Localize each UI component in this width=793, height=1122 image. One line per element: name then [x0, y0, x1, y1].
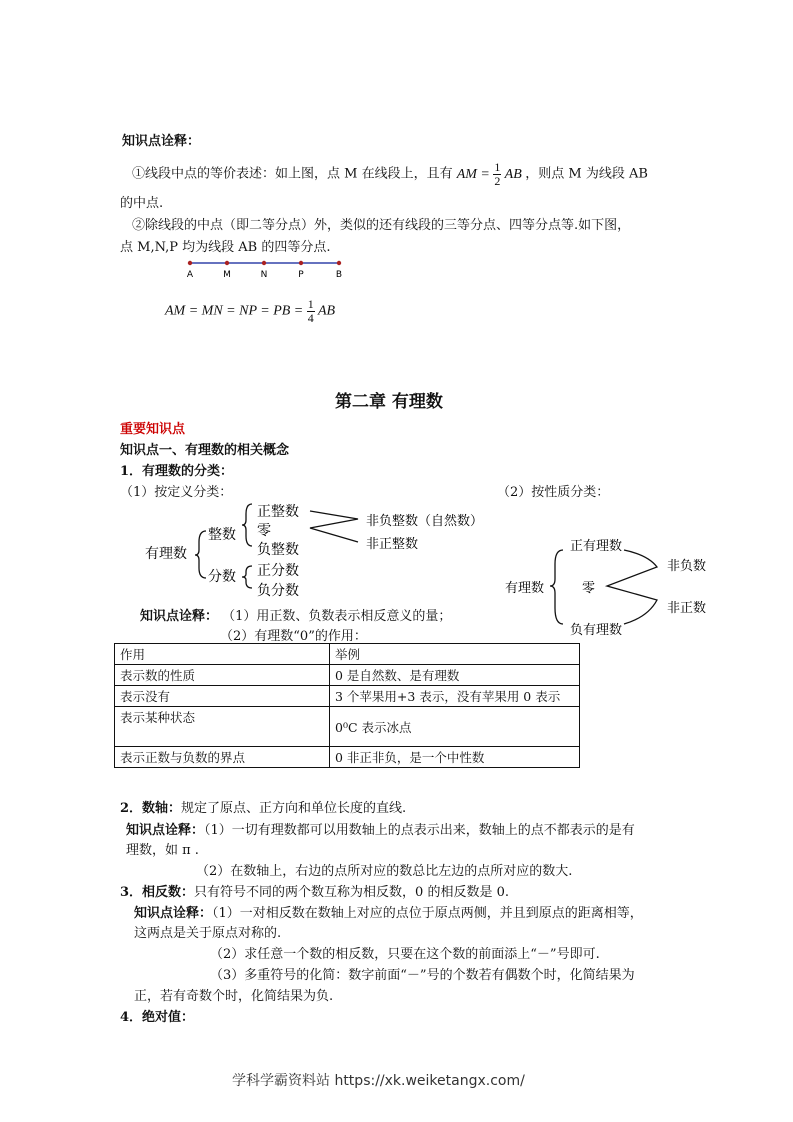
zero-label: 零: [582, 581, 596, 596]
point-a: [188, 261, 192, 265]
negative-label: 负有理数: [570, 623, 623, 638]
formula-lhs: AM =: [456, 166, 490, 182]
label-n: N: [260, 270, 268, 280]
fraction-label: 分数: [208, 569, 236, 585]
point-p: [299, 261, 303, 265]
property-root-label: 有理数: [505, 581, 545, 596]
chapter-title: 第二章 有理数: [335, 392, 443, 412]
nonneg-int-label: 非负整数（自然数）: [366, 514, 484, 529]
zero-function-table: [114, 643, 580, 768]
section-3-label: 3．相反数：: [120, 885, 195, 900]
section-2-note2: （2）在数轴上，右边的点所对应的数总比左边的点所对应的数大.: [196, 864, 573, 879]
section-2-note1-cont: 理数，如 π .: [126, 843, 199, 858]
table-cell: 表示数的性质: [115, 665, 330, 686]
point-n: [262, 261, 266, 265]
table-header-row: [115, 644, 580, 665]
section-3-note1: [134, 902, 643, 921]
formula-rhs: AB: [504, 166, 522, 182]
label-p: P: [298, 270, 304, 280]
table-header-cell: 举例: [330, 644, 580, 665]
note-midpoint-text: ①线段中点的等价表述：如上图，点 M 在线段上，且有: [132, 166, 453, 182]
brace-integer: [242, 504, 252, 546]
section-3-note3-cont: 正，若有奇数个时，化简结果为负.: [134, 989, 334, 1004]
section-3-note-label: 知识点诠释：: [134, 906, 213, 921]
quarter-rhs: AB: [318, 303, 336, 319]
neg-frac-label: 负分数: [257, 583, 299, 599]
brace-root: [195, 531, 206, 578]
section-2-label: 2．数轴：: [120, 801, 182, 816]
section-3-note1-cont: 这两点是关于原点对称的.: [134, 926, 282, 941]
table-row: [115, 665, 580, 686]
frac-den: 2: [494, 174, 501, 188]
table-row: [115, 707, 580, 747]
classification-by-property: [500, 530, 720, 640]
notes-heading: 知识点诠释：: [122, 134, 201, 149]
fraction-quarter: [307, 298, 315, 325]
table-header-cell: 作用: [115, 644, 330, 665]
neg-int-label: 负整数: [257, 542, 299, 558]
quarter-formula: [165, 298, 335, 325]
integer-label: 整数: [208, 527, 236, 543]
section-2-note-label: 知识点诠释：: [126, 823, 205, 838]
table-row: [115, 686, 580, 707]
midpoint-formula: [456, 160, 526, 188]
section-2-text: 规定了原点、正方向和单位长度的直线.: [181, 801, 407, 816]
brace-fraction: [242, 566, 252, 588]
root-label: 有理数: [145, 546, 187, 562]
nonpos-label: 非正数: [667, 601, 707, 616]
nonneg-label: 非负数: [667, 559, 707, 574]
frac-num: 1: [307, 297, 314, 311]
table-cell: 表示某种状态: [115, 707, 330, 747]
section-3-note1-text: （1）一对相反数在数轴上对应的点位于原点两侧，并且到原点的距离相等，: [212, 906, 643, 921]
classify-right-caption: （2）按性质分类：: [497, 485, 610, 500]
brace-property: [550, 550, 563, 624]
frac-num: 1: [494, 160, 501, 174]
note-midpoint-text-end: ，则点 M 为线段 AB: [525, 166, 648, 182]
table-cell: 0 是自然数、是有理数: [330, 665, 580, 686]
classification-by-definition: [140, 498, 500, 602]
section-2-line: [120, 797, 406, 816]
note-midpoint-line: [132, 161, 648, 188]
section-3-text: 只有符号不同的两个数互称为相反数，0 的相反数是 0.: [194, 885, 509, 900]
zero-label: 零: [257, 523, 271, 539]
segment-diagram: [180, 255, 355, 285]
property-arrows: [607, 550, 657, 624]
section-3-note3: （3）多重符号的化简：数字前面“－”号的个数若有偶数个时，化简结果为: [210, 968, 635, 983]
table-cell: 0 非正非负，是一个中性数: [330, 747, 580, 768]
frac-den: 4: [307, 311, 314, 325]
quarter-lhs: AM = MN = NP = PB =: [165, 303, 304, 319]
important-heading: 重要知识点: [120, 422, 186, 437]
table-row: [115, 747, 580, 768]
notes2-label: 知识点诠释：: [140, 609, 219, 624]
section-4-title: 4．绝对值：: [120, 1010, 195, 1025]
note-quarter-line2: 点 M,N,P 均为线段 AB 的四等分点.: [120, 240, 331, 255]
pos-frac-label: 正分数: [257, 563, 299, 579]
point-m: [225, 261, 229, 265]
label-m: M: [223, 270, 231, 280]
classify-left-caption: （1）按定义分类：: [120, 485, 233, 500]
notes2-text1: （1）用正数、负数表示相反意义的量；: [222, 609, 452, 624]
table-cell: 3 个苹果用+3 表示，没有苹果用 0 表示: [330, 686, 580, 707]
note-quarter-line1: ②除线段的中点（即二等分点）外，类似的还有线段的三等分点、四等分点等.如下图，: [132, 218, 631, 233]
fraction-half: [493, 161, 501, 188]
positive-label: 正有理数: [570, 539, 623, 554]
section-2-note1-text: （1）一切有理数都可以用数轴上的点表示出来，数轴上的点不都表示的是有: [204, 823, 635, 838]
note-midpoint-cont: 的中点.: [120, 196, 164, 211]
table-cell: 表示正数与负数的界点: [115, 747, 330, 768]
knowledge-point-1: 知识点一、有理数的相关概念: [120, 443, 290, 458]
table-cell: 表示没有: [115, 686, 330, 707]
footer-watermark: 学科学霸资料站 https://xk.weiketangx.com/: [232, 1073, 525, 1089]
point-b: [337, 261, 341, 265]
section-3-note2: （2）求任意一个数的相反数，只要在这个数的前面添上“－”号即可.: [210, 947, 600, 962]
notes2-line2: （2）有理数“0”的作用：: [220, 629, 367, 644]
label-b: B: [335, 270, 343, 280]
notes2-line1: [140, 605, 451, 624]
zigzag-lines: [310, 511, 358, 542]
section-2-note1: [126, 819, 635, 838]
table-cell: 0⁰C 表示冰点: [330, 707, 580, 747]
pos-int-label: 正整数: [257, 504, 299, 520]
section-1-title: 1．有理数的分类：: [120, 464, 234, 479]
nonpos-int-label: 非正整数: [366, 537, 419, 552]
label-a: A: [186, 270, 194, 280]
section-3-line: [120, 881, 509, 900]
